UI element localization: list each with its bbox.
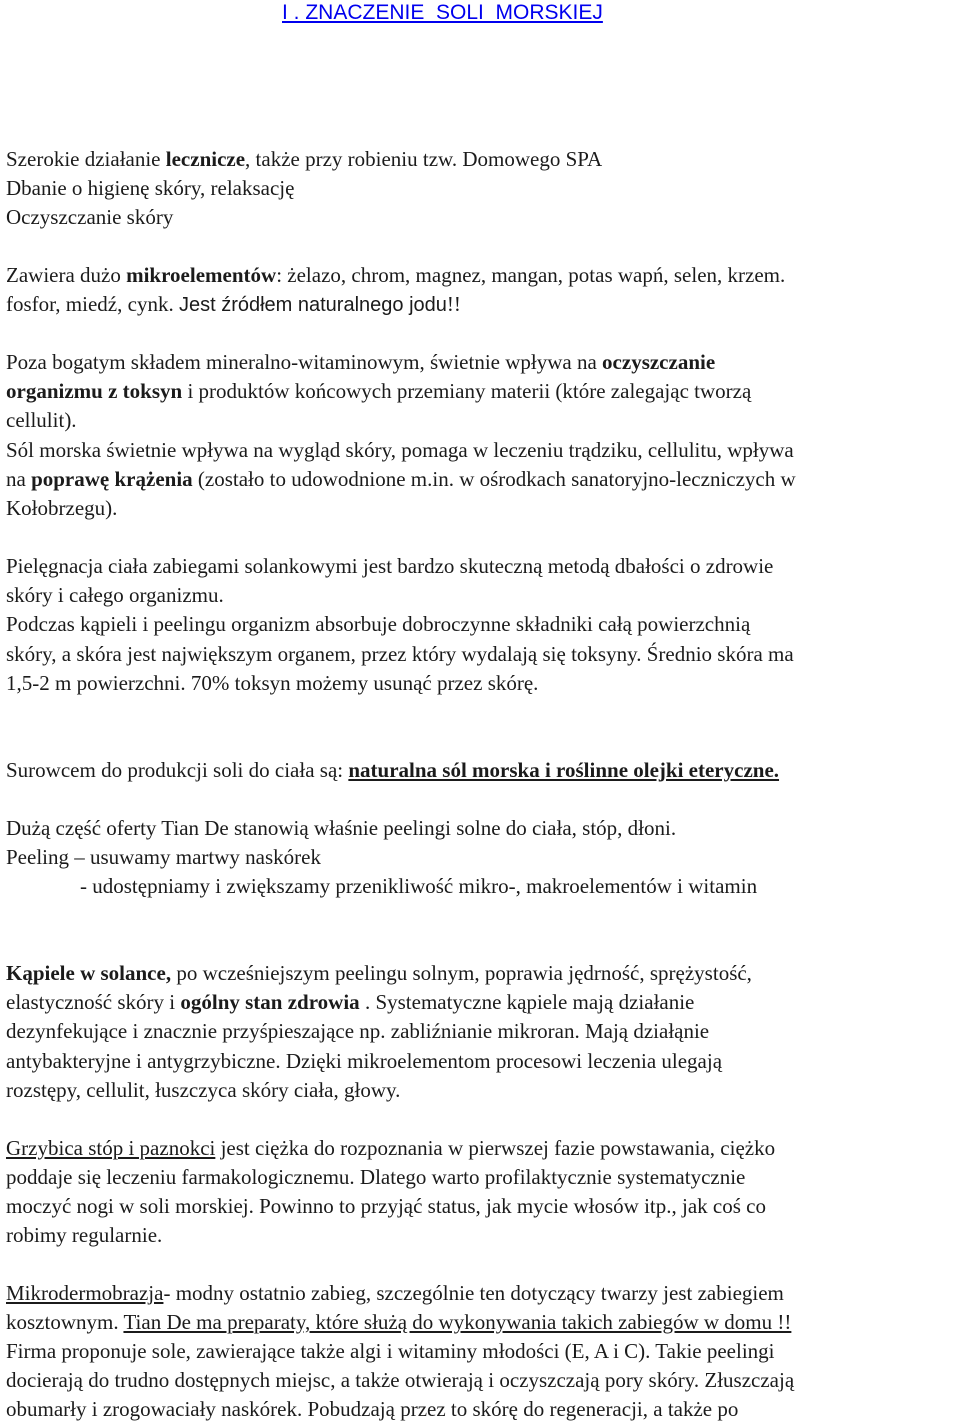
cleansing-line-4: Sól morska świetnie wpływa na wygląd skóry, pomaga w leczeniu trądziku, cellulitu, wpływa bbox=[6, 438, 794, 462]
minerals-line-1 bbox=[6, 261, 785, 290]
cleansing-bold: organizmu z toksyn bbox=[6, 379, 183, 403]
intro-line-2: Dbanie o higienę skóry, relaksację bbox=[6, 176, 295, 200]
fungus-line-4: robimy regularnie. bbox=[6, 1223, 163, 1247]
page-title[interactable]: I . ZNACZENIE SOLI MORSKIEJ bbox=[282, 1, 603, 24]
cleansing-line-1 bbox=[6, 348, 715, 377]
micro-line-5: obumarły i zrogowaciały naskórek. Pobudzają przez to skórę do regeneracji, a także po bbox=[6, 1397, 739, 1421]
cleansing-line-6: Kołobrzegu). bbox=[6, 496, 118, 520]
cleansing-line-3: cellulit). bbox=[6, 408, 77, 432]
micro-text: kosztownym. bbox=[6, 1310, 124, 1334]
micro-line-3: Firma proponuje sole, zawierające także algi i witaminy młodości (E, A i C). Takie peelingi bbox=[6, 1339, 775, 1363]
raw-material-line bbox=[6, 756, 779, 785]
fungus-line-1 bbox=[6, 1134, 775, 1163]
intro-line-1 bbox=[6, 145, 602, 174]
cleansing-line-5 bbox=[6, 465, 796, 494]
minerals-text: Zawiera dużo bbox=[6, 263, 127, 287]
fungus-text: jest ciężka do rozpoznania w pierwszej fazie powstawania, ciężko bbox=[215, 1136, 776, 1160]
bath-line-3: dezynfekujące i znacznie przyśpieszające np. zabliźnianie mikroran. Mają działąnie bbox=[6, 1019, 710, 1043]
cleansing-text: (zostało to udowodnione m.in. w ośrodkach sanatoryjno-leczniczych w bbox=[192, 467, 796, 491]
fungus-underlined: Grzybica stóp i paznokci bbox=[6, 1136, 216, 1160]
offer-line-2: Peeling – usuwamy martwy naskórek bbox=[6, 845, 321, 869]
intro-text: Szerokie działanie bbox=[6, 147, 166, 171]
bath-bold: Kąpiele w solance, bbox=[6, 961, 172, 985]
care-line-4: skóry, a skóra jest największym organem, przez który wydalają się toksyny. Średnio skóra ma bbox=[6, 642, 794, 666]
bath-line-1 bbox=[6, 959, 752, 988]
offer-line-3: - udostępniamy i zwiększamy przenikliwość mikro-, makroelementów i witamin bbox=[80, 874, 758, 898]
micro-underlined: Tian De ma preparaty, które służą do wykonywania takich zabiegów w domu !! bbox=[123, 1310, 792, 1334]
minerals-text: !! bbox=[446, 292, 461, 316]
offer-line-1: Dużą część oferty Tian De stanowią właśnie peelingi solne do ciała, stóp, dłoni. bbox=[6, 816, 677, 840]
minerals-line-2 bbox=[6, 290, 461, 320]
cleansing-line-2 bbox=[6, 377, 751, 406]
bath-text: . Systematyczne kąpiele mają działanie bbox=[359, 990, 695, 1014]
raw-bold: naturalna sól morska i roślinne olejki eteryczne. bbox=[348, 758, 780, 782]
fungus-line-3: moczyć nogi w soli morskiej. Powinno to przyjąć status, jak mycie włosów itp., jak coś co bbox=[6, 1194, 766, 1218]
raw-text: Surowcem do produkcji soli do ciała są: bbox=[6, 758, 349, 782]
bath-line-4: antybakteryjne i antygrzybiczne. Dzięki mikroelementom procesowi leczenia ulegają bbox=[6, 1049, 723, 1073]
micro-text: - modny ostatnio zabieg, szczególnie ten dotyczący twarzy jest zabiegiem bbox=[163, 1281, 784, 1305]
iodine-text: Jest źródłem naturalnego jodu bbox=[178, 294, 447, 316]
micro-line-2 bbox=[6, 1308, 791, 1337]
minerals-text: fosfor, miedź, cynk. bbox=[6, 292, 179, 316]
fungus-line-2: poddaje się leczeniu farmakologicznemu. Dlatego warto profilaktycznie systematycznie bbox=[6, 1165, 746, 1189]
bath-text: po wcześniejszym peelingu solnym, poprawia jędrność, sprężystość, bbox=[171, 961, 752, 985]
cleansing-text: i produktów końcowych przemiany materii (które zalegając tworzą bbox=[182, 379, 752, 403]
cleansing-text: Poza bogatym składem mineralno-witaminowym, świetnie wpływa na bbox=[6, 350, 603, 374]
cleansing-bold: oczyszczanie bbox=[602, 350, 716, 374]
bath-bold: ogólny stan zdrowia bbox=[180, 990, 360, 1014]
micro-line-1 bbox=[6, 1279, 784, 1308]
bath-text: elastyczność skóry i bbox=[6, 990, 181, 1014]
care-line-3: Podczas kąpieli i peelingu organizm absorbuje dobroczynne składniki całą powierzchnią bbox=[6, 612, 751, 636]
cleansing-text: na bbox=[6, 467, 32, 491]
micro-underlined: Mikrodermobrazja bbox=[6, 1281, 164, 1305]
care-line-2: skóry i całego organizmu. bbox=[6, 583, 224, 607]
care-line-1: Pielęgnacja ciała zabiegami solankowymi jest bardzo skuteczną metodą dbałości o zdrowie bbox=[6, 554, 774, 578]
minerals-bold: mikroelementów bbox=[126, 263, 277, 287]
minerals-text: : żelazo, chrom, magnez, mangan, potas wapń, selen, krzem. bbox=[276, 263, 786, 287]
care-line-5: 1,5-2 m powierzchni. 70% toksyn możemy usunąć przez skórę. bbox=[6, 671, 539, 695]
bath-line-5: rozstępy, cellulit, łuszczyca skóry ciała, głowy. bbox=[6, 1078, 401, 1102]
intro-line-3: Oczyszczanie skóry bbox=[6, 205, 174, 229]
intro-text: , także przy robieniu tzw. Domowego SPA bbox=[245, 147, 603, 171]
cleansing-bold: poprawę krążenia bbox=[31, 467, 193, 491]
intro-bold: lecznicze bbox=[165, 147, 246, 171]
micro-line-4: docierają do trudno dostępnych miejsc, a także otwierają i oczyszczają pory skóry. Złuszczają bbox=[6, 1368, 795, 1392]
bath-line-2 bbox=[6, 988, 694, 1017]
